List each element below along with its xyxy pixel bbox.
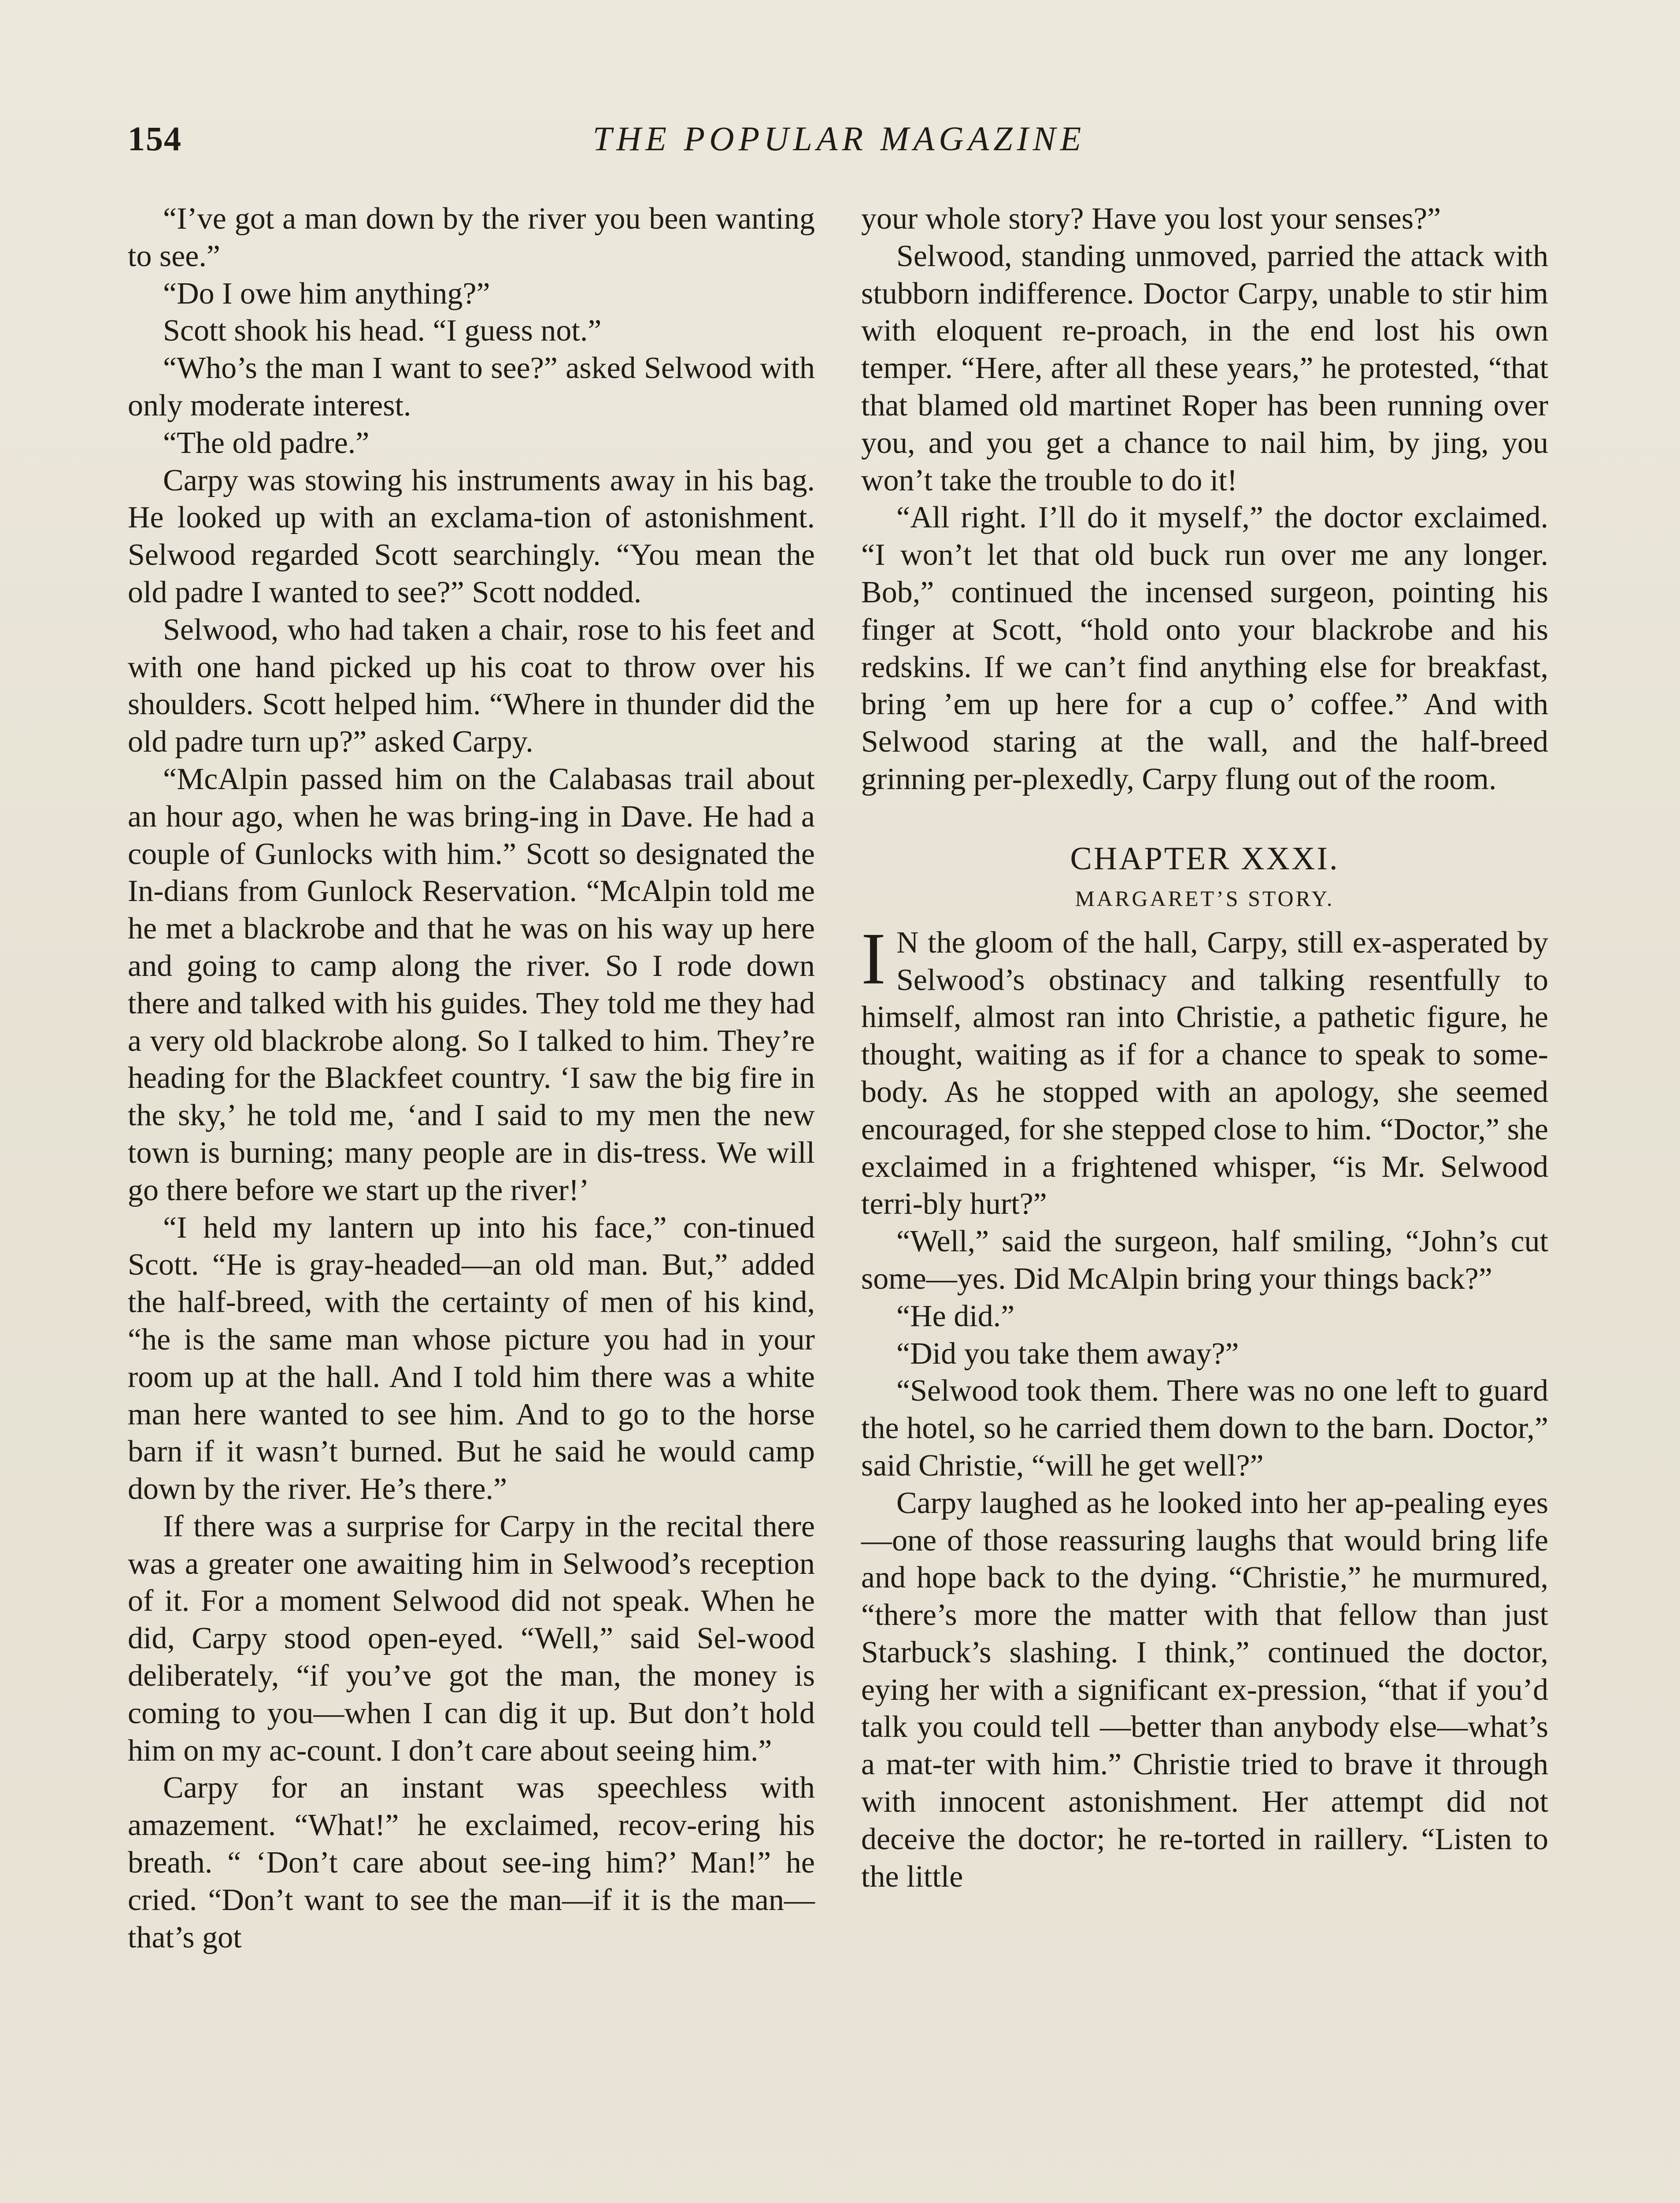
paragraph: “Who’s the man I want to see?” asked Selwood with only moderate interest. — [128, 351, 815, 423]
paragraph: “Did you take them away?” — [896, 1336, 1239, 1371]
chapter-subtitle: MARGARET’S STORY. — [1075, 886, 1335, 911]
drop-cap: I — [861, 917, 886, 1000]
paragraph: “Selwood took them. There was no one left to guard the hotel, so he carried them down to the barn. Doctor,” said Christie, “will he get well?” — [861, 1374, 1548, 1483]
paragraph: “He did.” — [896, 1299, 1015, 1333]
chapter-opening-paragraph — [861, 917, 1548, 1223]
paragraph: “The old padre.” — [163, 426, 370, 460]
paragraph-text: N the gloom of the hall, Carpy, still ex-asperated by Selwood’s obstinacy and talking resentfully to himself, almost ran into Christie, a pathetic figure, he thought, waiting as if for a chance to speak to some-body. As he stopped with an apology, she seemed encouraged, for she stepped close to him. “Doctor,” she exclaimed in a frightened whisper, “is Mr. Selwood terri-bly hurt?” — [861, 925, 1548, 1221]
running-title: THE POPULAR MAGAZINE — [592, 119, 1086, 158]
paragraph: “Well,” said the surgeon, half smiling, “John’s cut some—yes. Did McAlpin bring your things back?” — [861, 1224, 1548, 1296]
page-header — [128, 119, 1550, 167]
paragraph: Carpy was stowing his instruments away in his bag. He looked up with an exclama-tion of astonishment. Selwood regarded Scott searchingly. “You mean the old padre I wanted to see?” Scott nodded. — [128, 463, 815, 609]
paragraph: “All right. I’ll do it myself,” the doctor exclaimed. “I won’t let that old buck run over me any longer. Bob,” continued the incensed surgeon, pointing his finger at Scott, “hold onto your blackrobe and his redskins. If we can’t find anything else for breakfast, bring ’em up here for a cup o’ coffee.” And with Selwood staring at the wall, and the half-breed grinning per-plexedly, Carpy flung out of the room. — [861, 501, 1548, 796]
paragraph: “Do I owe him anything?” — [163, 276, 490, 311]
paragraph: “McAlpin passed him on the Calabasas trail about an hour ago, when he was bring-ing in Dave. He had a couple of Gunlocks with him.” Scott so designated the In-dians from Gunlock Reservation. “McAlpin told me he met a blackrobe and that he was on his way up here and going to camp along the river. So I rode down there and talked with his guides. They told me they had a very old blackrobe along. So I talked to him. They’re heading for the Blackfeet country. ‘I saw the big fire in the sky,’ he told me, ‘and I said to my men the new town is burning; many people are in dis-tress. We will go there before we start up the river!’ — [128, 762, 815, 1207]
paragraph: Selwood, who had taken a chair, rose to his feet and with one hand picked up his coat to throw over his shoulders. Scott helped him. “Where in thunder did the old padre turn up?” asked Carpy. — [128, 612, 815, 759]
left-column — [128, 200, 815, 1956]
paragraph: If there was a surprise for Carpy in the recital there was a greater one awaiting him in Selwood’s reception of it. For a moment Selwood did not speak. When he did, Carpy stood open-eyed. “Well,” said Sel-wood deliberately, “if you’ve got the man, the money is coming to you—when I can dig it up. But don’t hold him on my ac-count. I don’t care about seeing him.” — [128, 1509, 815, 1768]
paragraph: Scott shook his head. “I guess not.” — [163, 314, 602, 348]
paragraph: “I held my lantern up into his face,” con-tinued Scott. “He is gray-headed—an old man. But,” added the half-breed, with the certainty of men of his kind, “he is the same man whose picture you had in your room up at the hall. And I told him there was a white man here wanted to see him. And to go to the horse barn if it wasn’t burned. But he said he would camp down by the river. He’s there.” — [128, 1210, 815, 1506]
paragraph: Selwood, standing unmoved, parried the attack with stubborn indifference. Doctor Carpy, unable to stir him with eloquent re-proach, in the end lost his own temper. “Here, after all these years,” he protested, “that that blamed old martinet Roper has been running over you, and you get a chance to nail him, by jing, you won’t take the trouble to do it! — [861, 239, 1548, 497]
paragraph: Carpy for an instant was speechless with amazement. “What!” he exclaimed, recov-ering his breath. “ ‘Don’t care about see-ing him?’ Man!” he cried. “Don’t want to see the man—if it is the man—that’s got — [128, 1771, 815, 1955]
paragraph: your whole story? Have you lost your senses?” — [861, 202, 1441, 236]
paragraph: “I’ve got a man down by the river you been wanting to see.” — [128, 202, 815, 273]
chapter-heading: CHAPTER XXXI. — [1070, 840, 1340, 877]
paragraph: Carpy laughed as he looked into her ap-pealing eyes—one of those reassuring laughs that would bring life and hope back to the dying. “Christie,” he murmured, “there’s more the matter with that fellow than just Starbuck’s slashing. I think,” continued the doctor, eying her with a significant ex-pression, “that if you’d talk you could tell —better than anybody else—what’s a mat-ter with him.” Christie tried to brave it through with innocent astonishment. Her attempt did not deceive the doctor; he re-torted in raillery. “Listen to the little — [861, 1486, 1548, 1894]
page-number: 154 — [128, 119, 182, 158]
right-column — [861, 200, 1548, 1895]
